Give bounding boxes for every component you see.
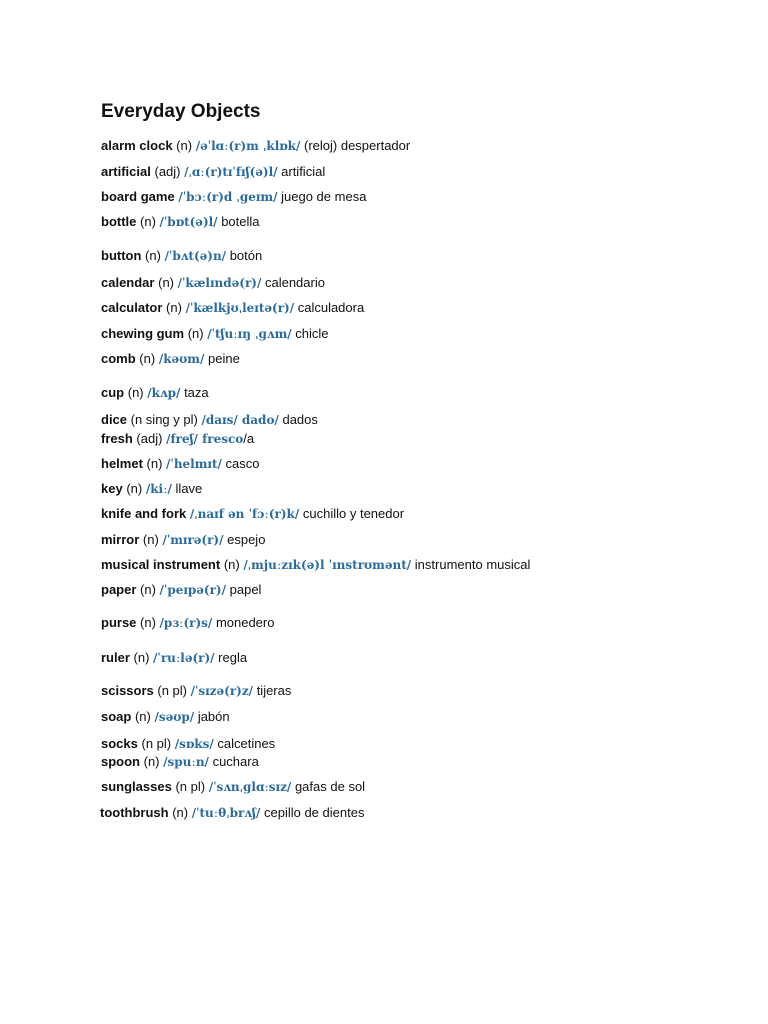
- entry-word: musical instrument: [101, 557, 221, 572]
- entry-word: artificial: [101, 164, 151, 179]
- entry-translation: jabón: [197, 709, 230, 724]
- vocab-entry: [101, 189, 366, 205]
- entry-part-of-speech: (n): [223, 557, 240, 572]
- page-title: Everyday Objects: [101, 101, 261, 122]
- vocab-entry: [101, 506, 404, 522]
- entry-translation: botón: [229, 248, 263, 263]
- entry-phonetic: /daɪs/ dado/: [201, 413, 279, 427]
- vocab-entry: [101, 532, 265, 548]
- entry-translation: regla: [218, 650, 248, 665]
- entry-part-of-speech: (n): [134, 709, 151, 724]
- vocab-entry: [101, 683, 291, 699]
- entry-translation: peine: [208, 351, 240, 366]
- entry-phonetic: /səʊp/: [154, 710, 195, 724]
- entry-part-of-speech: (n): [140, 615, 156, 630]
- vocab-entry: [101, 300, 364, 316]
- entry-part-of-speech: (n): [142, 532, 159, 547]
- entry-phonetic: /əˈlɑː(r)m ˌklɒk/: [195, 139, 301, 153]
- entry-phonetic: /ˈkælkjʊˌleɪtə(r)/: [185, 301, 295, 315]
- entry-word: comb: [101, 351, 136, 366]
- entry-word: cup: [101, 385, 125, 400]
- entry-phonetic: /kiː/: [145, 482, 172, 496]
- entry-phonetic: /ˌnaɪf ən ˈfɔː(r)k/: [189, 507, 300, 521]
- entry-part-of-speech: (n sing y pl): [130, 412, 198, 427]
- vocab-entry: [101, 351, 240, 367]
- entry-translation: llave: [175, 481, 203, 496]
- vocab-entry: [100, 805, 364, 821]
- entry-word: dice: [101, 412, 128, 427]
- entry-phonetic: /ˈmɪrə(r)/: [162, 533, 224, 547]
- entry-phonetic: /kʌp/: [147, 386, 181, 400]
- vocab-entry: [101, 615, 274, 631]
- entry-word: bottle: [101, 214, 137, 229]
- entry-part-of-speech: (n): [176, 138, 193, 153]
- entry-phonetic: /ˈtʃuːɪŋ ˌɡʌm/: [207, 327, 292, 341]
- vocab-entry: [101, 582, 261, 598]
- entry-part-of-speech: (n): [172, 805, 189, 820]
- entry-word: board game: [101, 189, 175, 204]
- vocab-entry: [101, 275, 325, 291]
- entry-word: button: [101, 248, 142, 263]
- entry-phonetic: /ˈbʌt(ə)n/: [164, 249, 227, 263]
- entry-part-of-speech: (n): [133, 650, 150, 665]
- entry-phonetic: /pɜː(r)s/: [159, 616, 213, 630]
- entry-part-of-speech: (n): [140, 214, 156, 229]
- entry-part-of-speech: (n): [126, 481, 143, 496]
- entry-word: purse: [101, 615, 137, 630]
- entry-translation: calendario: [264, 275, 325, 290]
- entry-word: spoon: [101, 754, 140, 769]
- vocab-entry: [101, 779, 365, 795]
- entry-phonetic: /spuːn/: [163, 755, 209, 769]
- entry-translation: cuchara: [212, 754, 259, 769]
- entry-part-of-speech: (n pl): [157, 683, 188, 698]
- entry-word: knife and fork: [101, 506, 187, 521]
- entry-translation: taza: [184, 385, 209, 400]
- entry-phonetic: /ˈbɒt(ə)l/: [159, 215, 218, 229]
- entry-phonetic: /ˈsɪzə(r)z/: [190, 684, 254, 698]
- entry-translation: /a: [243, 431, 255, 446]
- entry-phonetic: /ˈruːlə(r)/: [153, 651, 215, 665]
- entry-translation: chicle: [295, 326, 329, 341]
- entry-translation: papel: [229, 582, 262, 597]
- entry-part-of-speech: (n): [145, 248, 161, 263]
- vocab-entry: [101, 456, 260, 472]
- entry-word: soap: [101, 709, 132, 724]
- vocab-entry: [101, 412, 318, 428]
- vocab-entry: [101, 164, 325, 180]
- entry-word: mirror: [101, 532, 140, 547]
- entry-translation: espejo: [227, 532, 266, 547]
- vocab-entry: [101, 557, 530, 573]
- entry-phonetic: /ˈbɔː(r)d ˌɡeɪm/: [178, 190, 278, 204]
- vocab-entry: [101, 754, 259, 770]
- entry-word: helmet: [101, 456, 143, 471]
- entry-part-of-speech: (n): [158, 275, 174, 290]
- entry-part-of-speech: (adj): [154, 164, 181, 179]
- entry-word: key: [101, 481, 123, 496]
- entry-phonetic: /ˌɑː(r)tɪˈfɪʃ(ə)l/: [184, 165, 278, 179]
- entry-part-of-speech: (n): [187, 326, 204, 341]
- vocab-entry: [101, 736, 275, 752]
- entry-phonetic: /freʃ/ fresco: [166, 432, 244, 446]
- entry-translation: gafas de sol: [294, 779, 366, 794]
- entry-translation: artificial: [281, 164, 326, 179]
- entry-phonetic: /ˈtuːθˌbrʌʃ/: [191, 806, 261, 820]
- entry-word: sunglasses: [101, 779, 172, 794]
- entry-translation: casco: [225, 456, 260, 471]
- entry-word: scissors: [101, 683, 154, 698]
- entry-translation: botella: [221, 214, 260, 229]
- entry-part-of-speech: (n): [143, 754, 160, 769]
- vocab-entry: [101, 709, 230, 725]
- entry-part-of-speech: (n): [146, 456, 163, 471]
- entry-phonetic: /ˈsʌnˌɡlɑːsɪz/: [208, 780, 292, 794]
- entry-part-of-speech: (adj): [136, 431, 163, 446]
- entry-part-of-speech: (n): [140, 582, 156, 597]
- vocab-entry: [101, 481, 202, 497]
- entry-translation: juego de mesa: [281, 189, 367, 204]
- entry-translation: monedero: [215, 615, 275, 630]
- entry-part-of-speech: (n pl): [141, 736, 172, 751]
- entry-translation: dados: [282, 412, 318, 427]
- vocab-entry: [101, 385, 209, 401]
- entry-part-of-speech: (n): [127, 385, 144, 400]
- entry-phonetic: /sɒks/: [174, 737, 214, 751]
- entry-word: calendar: [101, 275, 155, 290]
- entry-translation: calcetines: [217, 736, 276, 751]
- entry-word: fresh: [101, 431, 133, 446]
- vocab-entry: [101, 431, 254, 447]
- entry-translation: (reloj) despertador: [304, 138, 411, 153]
- entry-word: calculator: [101, 300, 163, 315]
- entry-translation: instrumento musical: [414, 557, 531, 572]
- vocab-entry: [101, 326, 329, 342]
- entry-word: socks: [101, 736, 138, 751]
- vocab-entry: [101, 138, 410, 154]
- entry-part-of-speech: (n): [166, 300, 182, 315]
- entry-phonetic: /ˈhelmɪt/: [166, 457, 222, 471]
- entry-translation: tijeras: [256, 683, 292, 698]
- entry-part-of-speech: (n): [139, 351, 156, 366]
- vocab-entry: [101, 248, 262, 264]
- entry-phonetic: /kəʊm/: [158, 352, 205, 366]
- vocab-entry: [101, 650, 247, 666]
- entry-phonetic: /ˈpeɪpə(r)/: [159, 583, 226, 597]
- entry-word: toothbrush: [100, 805, 169, 820]
- entry-word: paper: [101, 582, 137, 597]
- vocab-entry: [101, 214, 260, 230]
- entry-word: chewing gum: [101, 326, 185, 341]
- entry-translation: cepillo de dientes: [263, 805, 365, 820]
- entry-word: alarm clock: [101, 138, 173, 153]
- entry-translation: cuchillo y tenedor: [302, 506, 405, 521]
- entry-part-of-speech: (n pl): [175, 779, 206, 794]
- entry-phonetic: /ˌmjuːzɪk(ə)l ˈɪnstrʊmənt/: [243, 558, 412, 572]
- entry-word: ruler: [101, 650, 130, 665]
- entry-translation: calculadora: [297, 300, 365, 315]
- entry-phonetic: /ˈkælɪndə(r)/: [177, 276, 262, 290]
